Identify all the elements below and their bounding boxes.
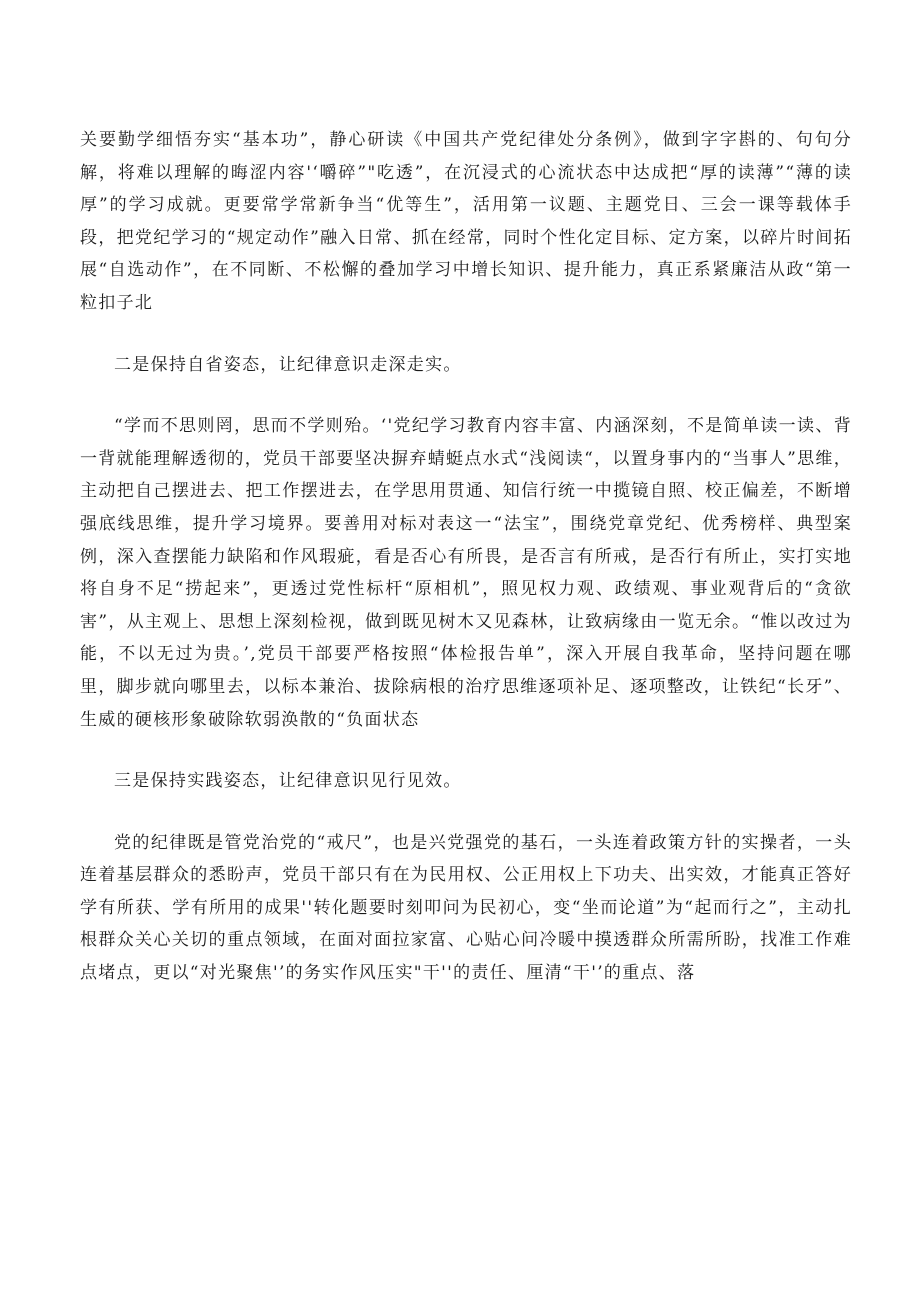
paragraph-gap — [80, 381, 852, 410]
paragraph-study-basics: 关要勤学细悟夯实“基本功”，静心研读《中国共产党纪律处分条例》，做到字字斟的、句句分解，将难以理解的晦涩内容'‘嚼碎”"吃透”，在沉浸式的心流状态中达成把“厚的读薄”“薄的读厚”的学习成就。更要常学常新争当“优等生”，活用第一议题、主题党日、三会一课等载体手段，把党纪学习的“规定动作”融入日常、抓在经常，同时个性化定目标、定方案，以碎片时间拓展“自选动作”，在不同断、不松懈的叠加学习中增长知识、提升能力，真正系紧廉洁从政“第一粒扣子北 — [80, 130, 852, 313]
paragraph-practice: 党的纪律既是管党治党的“戒尺”，也是兴党强党的基石，一头连着政策方针的实操者，一头连着基层群众的悉盼声，党员干部只有在为民用权、公正用权上下功夫、出实效，才能真正答好学有所获、学有所用的成果''转化题要时刻叩问为民初心，变“坐而论道”为“起而行之”，主动扎根群众关心关切的重点领域，在面对面拉家富、心贴心问冷暖中摸透群众所需所盼，找准工作难点堵点，更以“对光聚焦'’的务实作风压实"干''的责任、厘清“干'’的重点、落 — [80, 832, 852, 984]
paragraph-gap — [80, 320, 852, 349]
section-heading-practice: 三是保持实践姿态，让纪律意识见行见效。 — [114, 771, 462, 792]
paragraph-self-reflection: “学而不思则罔，思而不学则殆。‘'党纪学习教育内容丰富、内涵深刻，不是简单读一读、背一背就能理解透彻的，党员干部要坚决摒弃蜻蜓点水式“浅阅读“，以置身事内的“当事人”思维，主动把自己摆进去、把工作摆进去，在学思用贯通、知信行统一中揽镜自照、校正偏差，不断增强底线思维，提升学习境界。要善用对标对表这一“法宝”，围绕党章党纪、优秀榜样、典型案例，深入查摆能力缺陷和作风瑕疵，看是否心有所畏，是否言有所戒，是否行有所止，实打实地将自身不足“捞起来”，更透过党性标杆“原相机”，照见权力观、政绩观、事业观背后的“贪欲害”，从主观上、思想上深刻检视，做到既见树木又见森林，让致病缘由一览无余。“惟以改过为能，不以无过为贵。’,党员干部要严格按照“体检报告单”，深入开展自我革命，坚持问题在哪里，脚步就向哪里去，以标本兼治、拔除病根的治疗思维逐项补足、逐项整改，让铁纪“长牙”、生威的硬核形象破除软弱涣散的“负面状态 — [80, 416, 852, 730]
section-heading-self-reflection: 二是保持自省姿态，让纪律意识走深走实。 — [114, 354, 462, 375]
paragraph-gap — [80, 798, 852, 827]
paragraph-gap — [80, 736, 852, 765]
